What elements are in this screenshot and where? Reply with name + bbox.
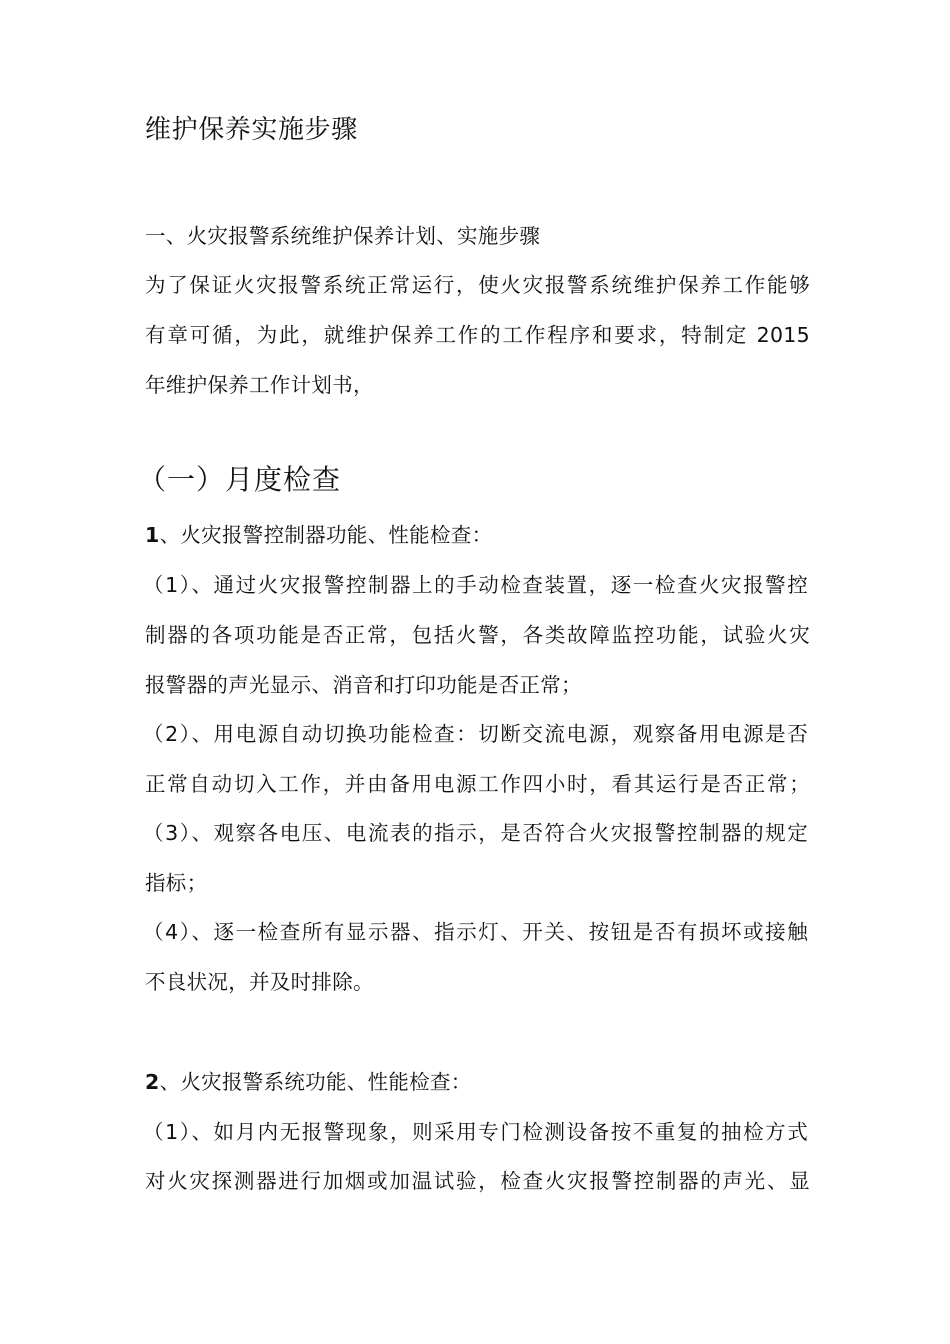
section-heading: 一、火灾报警系统维护保养计划、实施步骤 <box>145 224 541 248</box>
intro-line-3: 年维护保养工作计划书， <box>145 373 374 397</box>
intro-line-2: 有章可循，为此，就维护保养工作的工作程序和要求，特制定 2015 <box>145 323 810 347</box>
item1-line-9: 不良状况，并及时排除。 <box>145 970 374 994</box>
item1-line-3: 报警器的声光显示、消音和打印功能是否正常； <box>145 673 582 697</box>
item2-heading <box>145 1067 810 1097</box>
item2-number: 2 <box>145 1070 160 1094</box>
item1-line-1: （1）、通过火灾报警控制器上的手动检查装置，逐一检查火灾报警控 <box>143 573 808 597</box>
item1-title: 、火灾报警控制器功能、性能检查： <box>159 523 493 547</box>
document-title: 维护保养实施步骤 <box>145 115 358 145</box>
item1-line-6: （3）、观察各电压、电流表的指示，是否符合火灾报警控制器的规定 <box>143 821 808 845</box>
item1-line-8: （4）、逐一检查所有显示器、指示灯、开关、按钮是否有损坏或接触 <box>143 920 808 944</box>
subsection-heading: （一）月度检查 <box>138 463 342 496</box>
item2-line-2: 对火灾探测器进行加烟或加温试验，检查火灾报警控制器的声光、显 <box>145 1169 810 1193</box>
item2-title: 、火灾报警系统功能、性能检查： <box>159 1070 472 1094</box>
item1-line-5: 正常自动切入工作，并由备用电源工作四小时，看其运行是否正常； <box>145 772 810 796</box>
item1-line-4: （2）、用电源自动切换功能检查：切断交流电源，观察备用电源是否 <box>143 722 808 746</box>
item1-heading <box>145 520 810 550</box>
item1-number: 1 <box>145 523 160 547</box>
intro-line-1: 为了保证火灾报警系统正常运行，使火灾报警系统维护保养工作能够 <box>145 273 810 297</box>
item1-line-2: 制器的各项功能是否正常，包括火警，各类故障监控功能，试验火灾 <box>145 623 810 647</box>
item2-line-1: （1）、如月内无报警现象，则采用专门检测设备按不重复的抽检方式 <box>143 1120 808 1144</box>
item1-line-7: 指标； <box>145 871 208 895</box>
